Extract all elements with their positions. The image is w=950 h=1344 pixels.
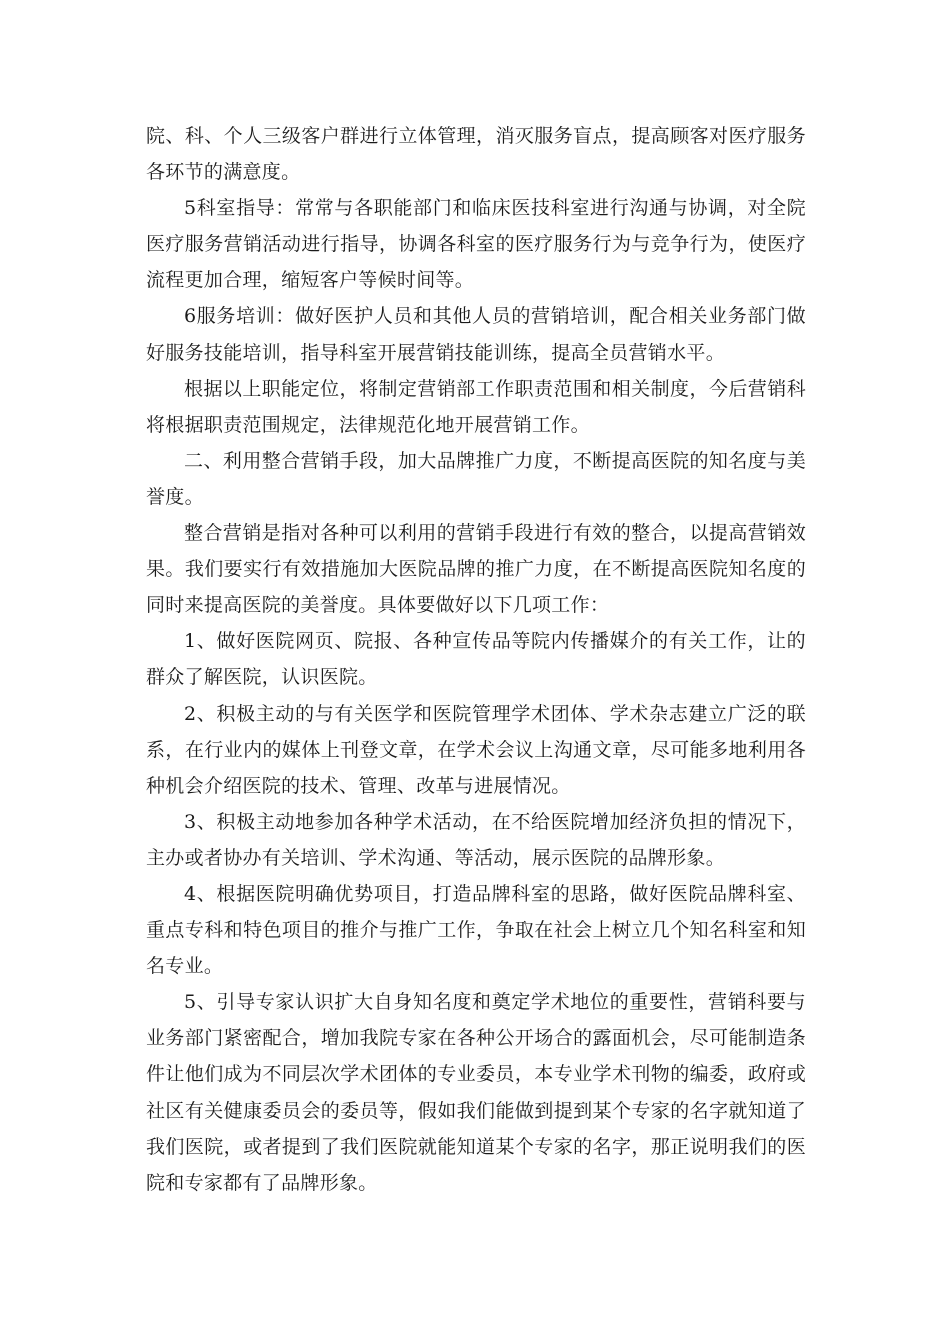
section-heading-integrated-marketing: 二、利用整合营销手段，加大品牌推广力度，不断提高医院的知名度与美誉度。	[146, 449, 806, 508]
list-item-1: 1、做好医院网页、院报、各种宣传品等院内传播媒介的有关工作，让的群众了解医院，认识医院。	[146, 630, 806, 689]
list-item-4: 4、根据医院明确优势项目，打造品牌科室的思路，做好医院品牌科室、重点专科和特色项目的推介与推广工作，争取在社会上树立几个知名科室和知名专业。	[146, 882, 806, 978]
list-item-5: 5、引导专家认识扩大自身知名度和奠定学术地位的重要性，营销科要与业务部门紧密配合，增加我院专家在各种公开场合的露面机会，尽可能制造条件让他们成为不同层次学术团体的专业委员，本专业学术刊物的编委，政府或社区有关健康委员会的委员等，假如我们能做到提到某个专家的名字就知道了我们医院，或者提到了我们医院就能知道某个专家的名字，那正说明我们的医院和专家都有了品牌形象。	[146, 991, 806, 1194]
paragraph-dept-guidance: 5科室指导：常常与各职能部门和临床医技科室进行沟通与协调，对全院医疗服务营销活动进行指导，协调各科室的医疗服务行为与竞争行为，使医疗流程更加合理，缩短客户等候时间等。	[146, 197, 806, 292]
paragraph-function-summary: 根据以上职能定位，将制定营销部工作职责范围和相关制度，今后营销科将根据职责范围规定，法律规范化地开展营销工作。	[146, 377, 806, 436]
paragraph-continuation: 院、科、个人三级客户群进行立体管理，消灭服务盲点，提高顾客对医疗服务各环节的满意度。	[146, 125, 806, 184]
paragraph-integrated-marketing: 整合营销是指对各种可以利用的营销手段进行有效的整合，以提高营销效果。我们要实行有效措施加大医院品牌的推广力度，在不断提高医院知名度的同时来提高医院的美誉度。具体要做好以下几项工作：	[146, 522, 806, 617]
list-item-3: 3、积极主动地参加各种学术活动，在不给医院增加经济负担的情况下，主办或者协办有关培训、学术沟通、等活动，展示医院的品牌形象。	[146, 810, 806, 869]
paragraph-service-training: 6服务培训：做好医护人员和其他人员的营销培训，配合相关业务部门做好服务技能培训，指导科室开展营销技能训练，提高全员营销水平。	[146, 305, 806, 364]
list-item-2: 2、积极主动的与有关医学和医院管理学术团体、学术杂志建立广泛的联系，在行业内的媒体上刊登文章，在学术会议上沟通文章，尽可能多地利用各种机会介绍医院的技术、管理、改革与进展情况。	[146, 702, 806, 797]
document-body	[146, 118, 806, 1201]
